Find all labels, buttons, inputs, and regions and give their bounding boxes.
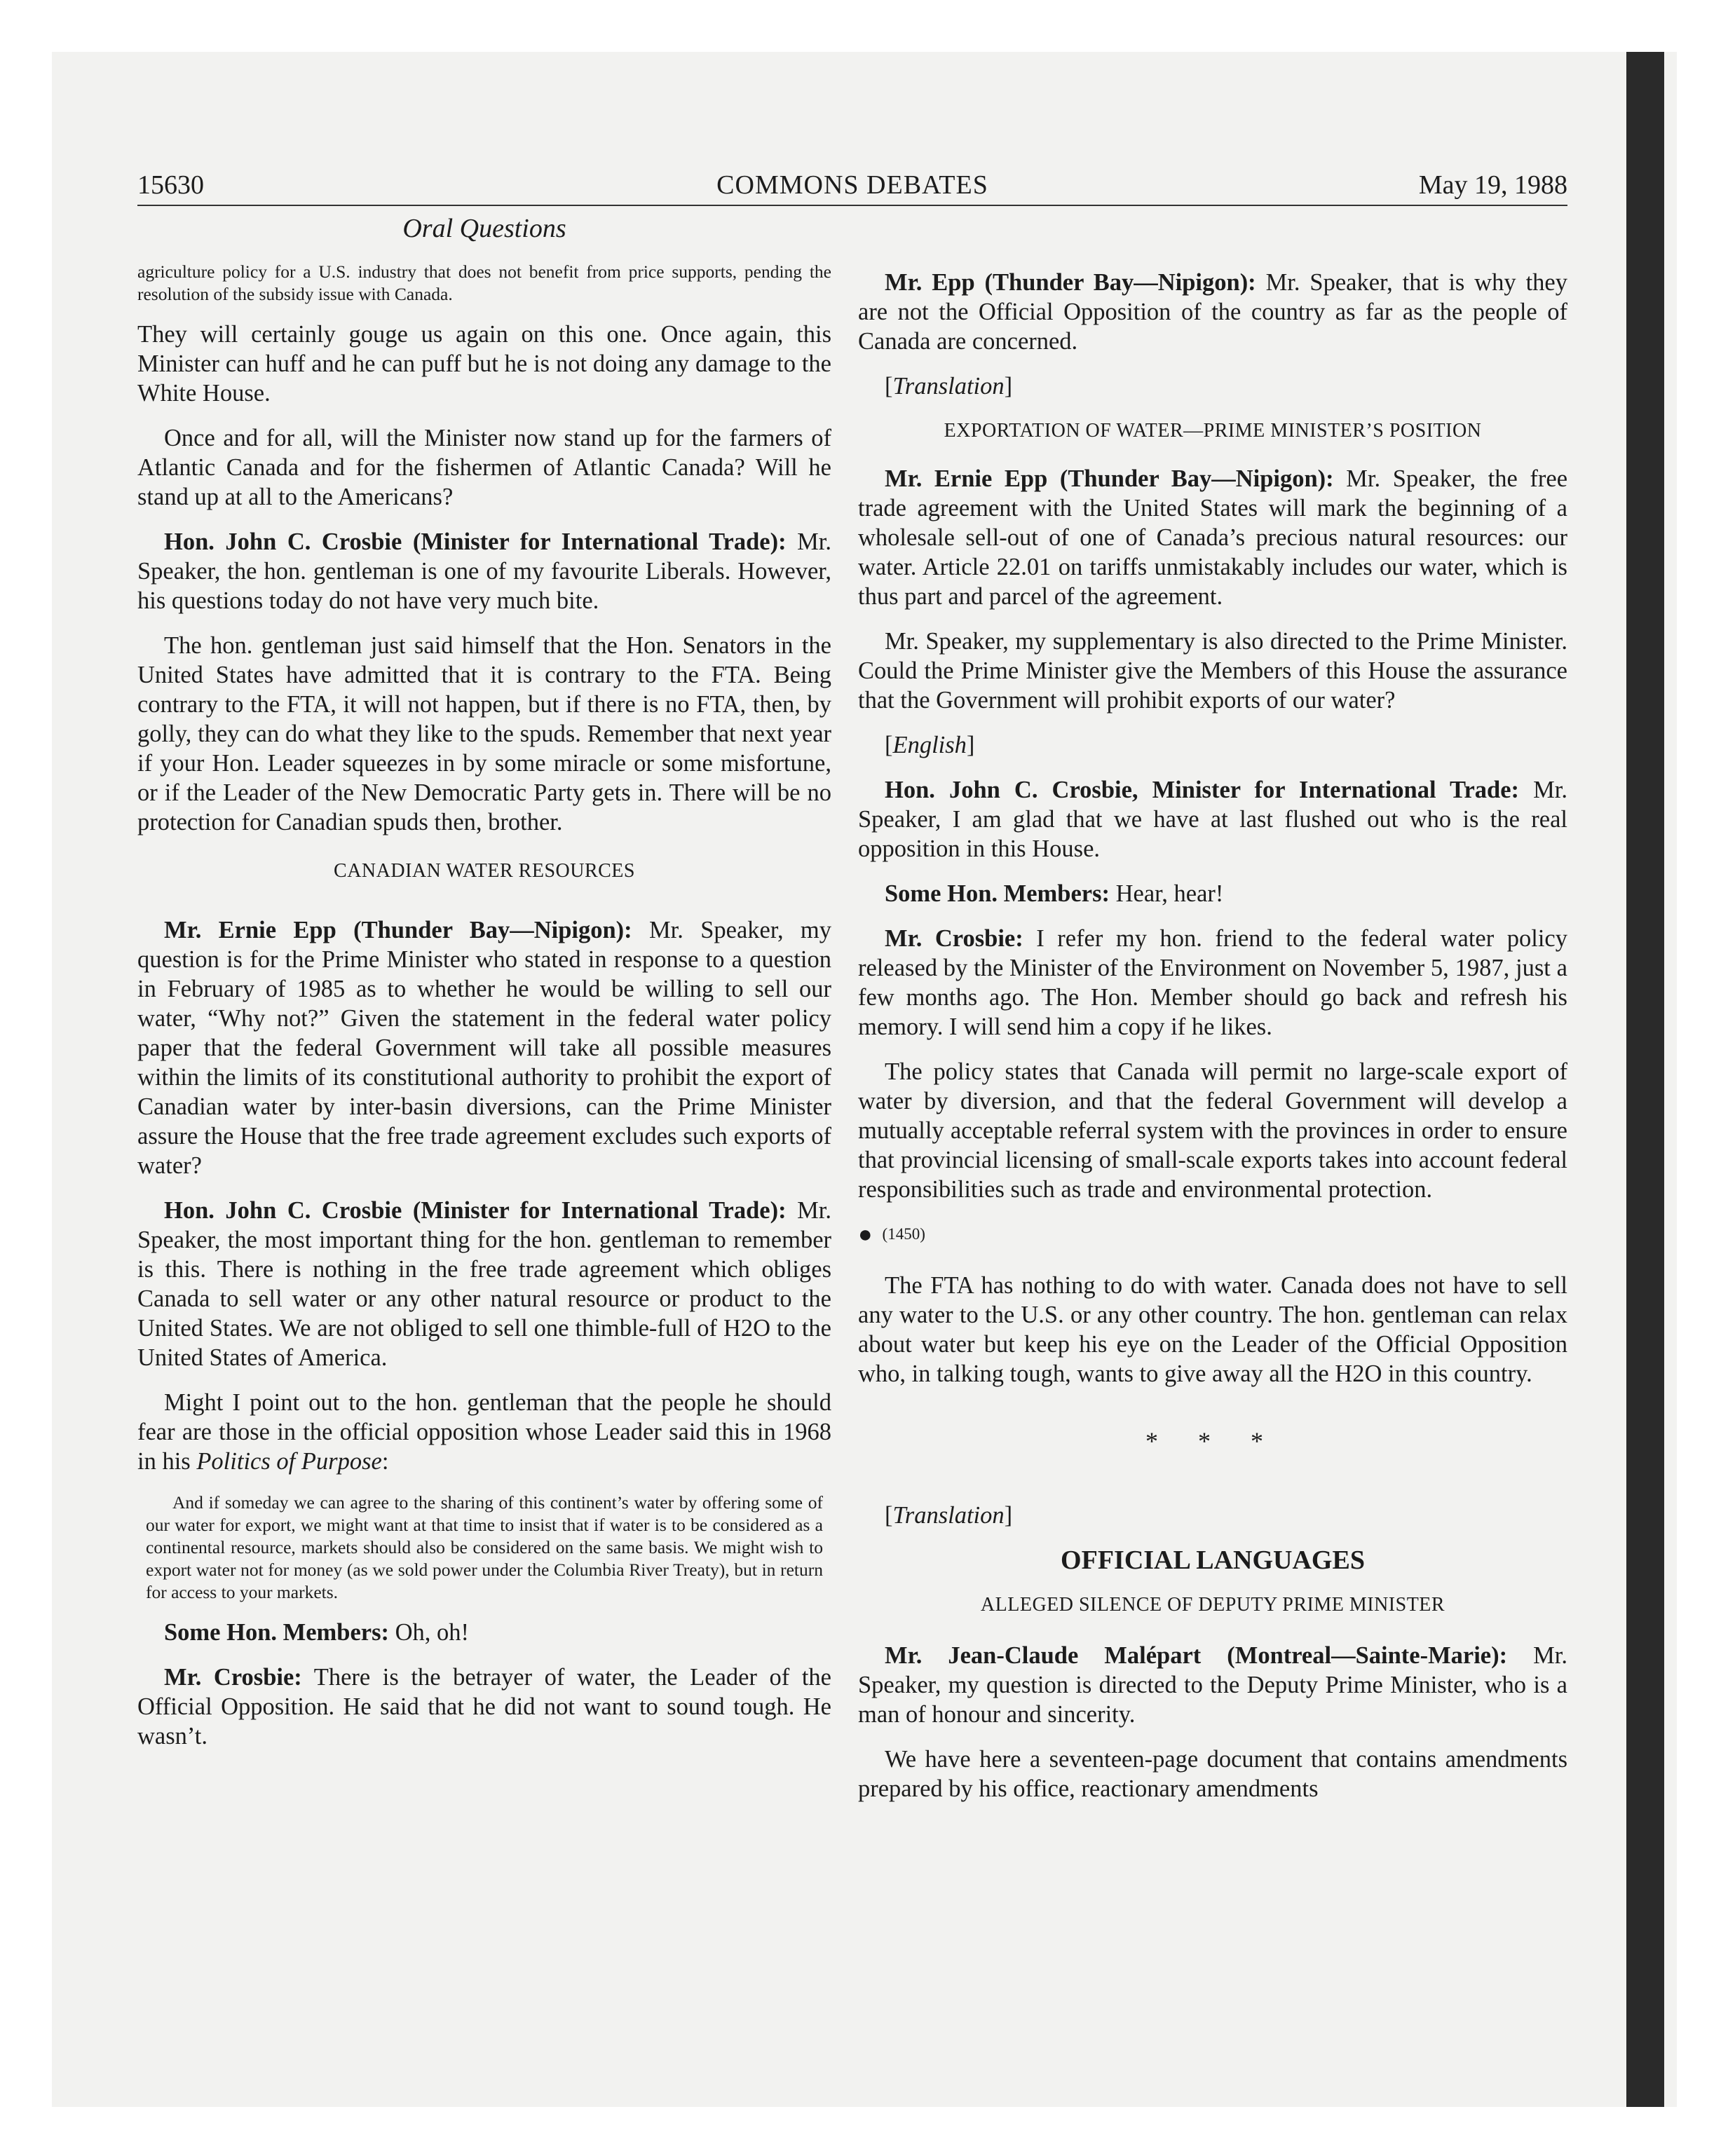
publication-title: COMMONS DEBATES xyxy=(716,170,988,200)
paragraph: Some Hon. Members: Oh, oh! xyxy=(164,1619,470,1646)
section-subheading: ALLEGED SILENCE OF DEPUTY PRIME MINISTER xyxy=(980,1594,1445,1616)
block-quote: And if someday we can agree to the sharing of this continent’s water by offering some of our water for export, we might want at that time to insist that if water is to be considered as a continental resource, markets should also be considered on the same basis. We might wish to export water not for money (as we sold power under the Columbia River Treaty), but in return for access to your markets. xyxy=(146,1492,823,1602)
speaker-name: Hon. John C. Crosbie (Minister for International Trade): xyxy=(164,528,787,555)
bullet-icon: ● xyxy=(858,1222,873,1248)
paragraph: Hon. John C. Crosbie (Minister for International Trade): Mr. Speaker, the most important thing for the hon. gentleman to remember is this. There is nothing in the free trade agreement which obliges Canada to sell water or any other natural resource or product to the United States. We are not obliged to sell one thimble-full of H2O to the United States of America. xyxy=(137,1197,832,1371)
paragraph: Hon. John C. Crosbie, Minister for International Trade: Mr. Speaker, I am glad that we have at last flushed out who is the real opposition in this House. xyxy=(858,777,1567,862)
paragraph: We have here a seventeen-page document that contains amendments prepared by his office, reactionary amendments xyxy=(858,1746,1567,1802)
language-marker: [Translation] xyxy=(885,373,1013,400)
page-number: 15630 xyxy=(137,170,204,200)
left-column xyxy=(137,261,831,1766)
speaker-name: Some Hon. Members: xyxy=(164,1619,389,1646)
speaker-name: Mr. Crosbie: xyxy=(164,1664,302,1691)
section-subheading: EXPORTATION OF WATER—PRIME MINISTER’S POSITION xyxy=(944,420,1482,442)
section-separator: * * * xyxy=(1145,1427,1280,1455)
paragraph: Some Hon. Members: Hear, hear! xyxy=(885,880,1224,907)
running-head: Oral Questions xyxy=(402,214,566,243)
paragraph: Mr. Ernie Epp (Thunder Bay—Nipigon): Mr. Speaker, the free trade agreement with the United States will mark the beginning of a wholesale sell-out of one of Canada’s precious natural resources: our water. Article 22.01 on tariffs unmistakably includes our water, which is thus part and parcel of the agreement. xyxy=(858,465,1568,610)
book-title: Politics of Purpose xyxy=(196,1448,382,1475)
speaker-name: Mr. Ernie Epp (Thunder Bay—Nipigon): xyxy=(164,917,632,943)
speaker-name: Hon. John C. Crosbie (Minister for International Trade): xyxy=(164,1197,787,1224)
speaker-name: Hon. John C. Crosbie, Minister for International Trade: xyxy=(885,777,1520,803)
section-subheading: CANADIAN WATER RESOURCES xyxy=(334,860,635,882)
paragraph: Once and for all, will the Minister now stand up for the farmers of Atlantic Canada and for the fishermen of Atlantic Canada? Will he stand up at all to the Americans? xyxy=(137,425,831,510)
time-marker xyxy=(858,1220,1567,1250)
carry-over-quote: agriculture policy for a U.S. industry that does not benefit from price supports, pending the resolution of the subsidy issue with Canada. xyxy=(137,261,831,304)
paragraph: Mr. Epp (Thunder Bay—Nipigon): Mr. Speaker, that is why they are not the Official Opposition of the country as far as the people of Canada are concerned. xyxy=(858,269,1567,355)
paragraph: The FTA has nothing to do with water. Canada does not have to sell any water to the U.S. or any other country. The hon. gentleman can relax about water but keep his eye on the Leader of the Official Opposition who, in talking tough, wants to give away all the H2O in this country. xyxy=(858,1272,1567,1387)
paragraph: The policy states that Canada will permit no large-scale export of water by diversion, and that the federal Government will develop a mutually acceptable referral system with the provinces in order to ensure that provincial licensing of small-scale exports takes into account federal responsibilities such as trade and environmental protection. xyxy=(858,1058,1567,1203)
paragraph: Hon. John C. Crosbie (Minister for International Trade): Mr. Speaker, the hon. gentleman is one of my favourite Liberals. However, his questions today do not have very much bite. xyxy=(137,528,832,614)
language-marker: [English] xyxy=(885,732,975,758)
speaker-name: Some Hon. Members: xyxy=(885,880,1110,907)
paragraph: Mr. Crosbie: I refer my hon. friend to the federal water policy released by the Minister of the Environment on November 5, 1987, just a few months ago. The Hon. Member should go back and refresh his memory. I will send him a copy if he likes. xyxy=(858,925,1567,1040)
paragraph: Mr. Ernie Epp (Thunder Bay—Nipigon): Mr. Speaker, my question is for the Prime Minister who stated in response to a question in February of 1985 as to whether he would be willing to sell our water, “Why not?” Given the statement in the federal water policy paper that the federal Government will take all possible measures within the limits of its constitutional authority to prohibit the export of Canadian water by inter-basin diversions, can the Prime Minister assure the House that the free trade agreement excludes such exports of water? xyxy=(137,917,831,1179)
time-stamp: (1450) xyxy=(882,1225,925,1243)
speaker-name: Mr. Epp (Thunder Bay—Nipigon): xyxy=(885,269,1256,296)
scan-edge-shadow xyxy=(1626,52,1664,2107)
paragraph: They will certainly gouge us again on this one. Once again, this Minister can huff and he can puff but he is not doing any damage to the White House. xyxy=(137,321,831,407)
right-column xyxy=(858,268,1567,1819)
speaker-name: Mr. Crosbie: xyxy=(885,925,1023,952)
paragraph: Mr. Jean-Claude Malépart (Montreal—Sainte-Marie): Mr. Speaker, my question is directed to the Deputy Prime Minister, who is a man of honour and sincerity. xyxy=(858,1642,1567,1728)
paragraph: The hon. gentleman just said himself that the Hon. Senators in the United States have admitted that it is contrary to the FTA. Being contrary to the FTA, it will not happen, but if there is no FTA, then, by golly, they can do what they like to the spuds. Remember that next year if your Hon. Leader squeezes in by some miracle or some misfortune, or if the Leader of the New Democratic Party gets in. There will be no protection for Canadian spuds then, brother. xyxy=(137,632,831,835)
paragraph: Might I point out to the hon. gentleman that the people he should fear are those in the official opposition whose Leader said this in 1968 in his Politics of Purpose: xyxy=(137,1389,831,1475)
speaker-name: Mr. Jean-Claude Malépart (Montreal—Sainte-Marie): xyxy=(885,1642,1508,1669)
speaker-name: Mr. Ernie Epp (Thunder Bay—Nipigon): xyxy=(885,465,1334,492)
section-heading: OFFICIAL LANGUAGES xyxy=(1061,1546,1365,1575)
page-header xyxy=(137,167,1567,206)
language-marker: [Translation] xyxy=(885,1502,1013,1529)
paragraph: Mr. Crosbie: There is the betrayer of water, the Leader of the Official Opposition. He said that he did not want to sound tough. He wasn’t. xyxy=(137,1664,831,1749)
page-date: May 19, 1988 xyxy=(1418,170,1567,200)
paragraph: Mr. Speaker, my supplementary is also directed to the Prime Minister. Could the Prime Minister give the Members of this House the assurance that the Government will prohibit exports of our water? xyxy=(858,628,1567,714)
